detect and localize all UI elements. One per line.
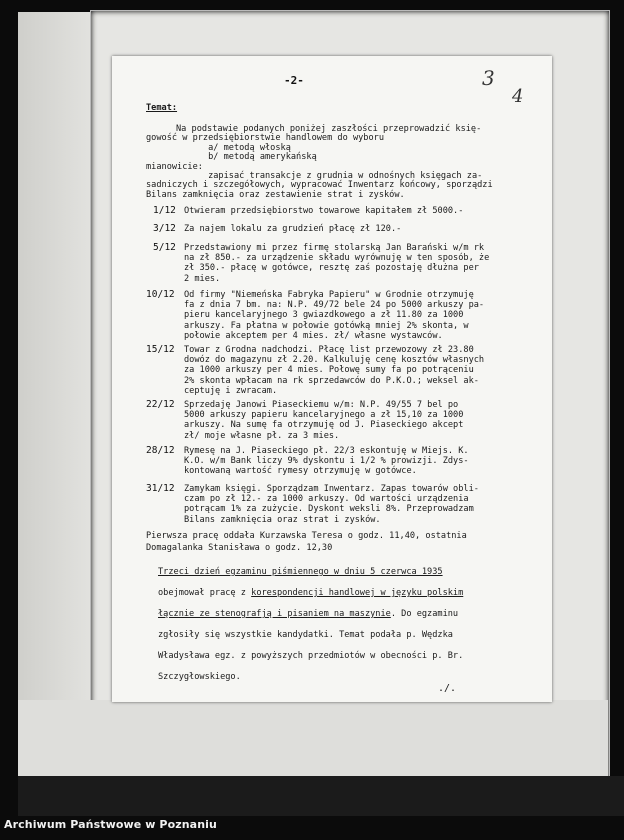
entry-date: 28/12: [146, 445, 175, 456]
entry-date: 3/12: [153, 223, 176, 234]
entry-date: 1/12: [153, 205, 176, 216]
entry-text: dowóz do magazynu zł 2.20. Kalkuluję cenę kosztów własnych: [184, 355, 485, 366]
entry-text: zł/ moje własne pł. za 3 mies.: [184, 430, 340, 441]
third-day-heading: Trzeci dzień egzaminu piśmiennego w dniu 5 czerwca 1935: [158, 567, 443, 577]
entry-text: fa z dnia 7 bm. na: N.P. 49/72 bele 24 po 5000 arkuszy pa-: [184, 300, 485, 311]
entry-text: arkuszy. Na sumę fa otrzymuję od J. Piaseckiego akcept: [184, 420, 464, 431]
intro-line: mianowicie:: [146, 161, 203, 172]
third-day-line-5: Władysława egz. z powyższych przedmiotów w obecności p. Br.: [158, 651, 464, 661]
intro-line: Na podstawie podanych poniżej zaszłości przeprowadzić księ-: [176, 124, 482, 134]
entry-text: pieru kancelaryjnego 3 gwiazdkowego a zł 11.80 za 1000: [184, 310, 464, 321]
entry-date: 5/12: [153, 242, 176, 253]
entry-text: 5000 arkuszy papieru kancelaryjnego a zł 15,10 za 1000: [184, 410, 464, 421]
entry-text: kontowaną wartość rymesy otrzymuję w gotówce.: [184, 466, 417, 477]
entry-text: ceptuję i zwracam.: [184, 385, 278, 396]
entry-text: Zamykam księgi. Sporządzam Inwentarz. Zapas towarów obli-: [184, 484, 479, 494]
bottom-paper-strip: [18, 700, 608, 776]
end-mark: ./.: [438, 683, 457, 694]
entry-text: Przedstawiony mi przez firmę stolarską Jan Barański w/m rk: [184, 243, 485, 253]
entry-text: 2 mies.: [184, 273, 221, 284]
entry-text: 2% skonta wpłacam na rk sprzedawców do P.K.O.; weksel ak-: [184, 375, 479, 386]
entry-text: Rymesę na J. Piaseckiego pł. 22/3 eskontuję w Miejs. K.: [184, 446, 469, 456]
entry-text: na zł 850.- za urządzenie składu wyrównuję w ten sposób, że: [184, 253, 490, 264]
entry-text: Sprzedaję Janowi Piaseckiemu w/m: N.P. 49/55 7 bel po: [184, 400, 459, 410]
entry-text: Otwieram przedsiębiorstwo towarowe kapitałem zł 5000.-: [184, 206, 464, 216]
handwritten-mark: 3: [482, 66, 495, 90]
entry-date: 15/12: [146, 344, 175, 355]
third-day-line-4: zgłosiły się wszystkie kandydatki. Temat podała p. Wędzka: [158, 630, 453, 640]
entry-text: zł 350.- płacę w gotówce, resztę zaś pozostaję dłużna per: [184, 263, 479, 274]
intro-line: gowość w przedsiębiorstwie handlowem do wyboru: [146, 133, 384, 144]
entry-text: potrącam 1% za zużycie. Dyskont weksli 8%. Przeprowadzam: [184, 504, 474, 515]
closing-line: Domagalanka Stanisława o godz. 12,30: [146, 543, 333, 553]
entry-text: za 1000 arkuszy per 4 mies. Połowę sumy fa po potrąceniu: [184, 365, 474, 376]
third-day-line-3: łącznie ze stenografją i pisaniem na maszynie. Do egzaminu: [158, 609, 459, 619]
entry-date: 22/12: [146, 399, 175, 410]
intro-line: zapisać transakcje z grudnia w odnośnych księgach za-: [146, 171, 483, 181]
entry-date: 10/12: [146, 289, 175, 300]
entry-text: arkuszy. Fa płatna w połowie gotówką mniej 2% skonta, w: [184, 320, 469, 331]
entry-date: 31/12: [146, 483, 175, 494]
scan-border: [18, 776, 624, 816]
intro-line: a/ metodą włoską: [146, 142, 291, 153]
closing-line: Pierwsza pracę oddała Kurzawska Teresa o godz. 11,40, ostatnia: [146, 531, 467, 541]
entry-text: Bilans zamknięcia oraz strat i zysków.: [184, 514, 381, 525]
entry-text: Towar z Grodna nadchodzi. Płacę list przewozowy zł 23.80: [184, 345, 474, 355]
archive-footer: Archiwum Państwowe w Poznaniu: [4, 818, 217, 831]
entry-text: K.O. w/m Bank liczy 9% dyskontu i 1/2 % prowizji. Zdys-: [184, 456, 469, 467]
page-number: -2-: [284, 74, 304, 87]
third-day-line-6: Szczygłowskiego.: [158, 672, 241, 682]
entry-text: Od firmy "Niemeńska Fabryka Papieru" w Grodnie otrzymuję: [184, 290, 474, 300]
entry-text: czam po zł 12.- za 1000 arkuszy. Od wartości urządzenia: [184, 494, 469, 505]
entry-text: połowie akceptem per 4 mies. zł/ własne wystawców.: [184, 330, 443, 341]
intro-line: b/ metodą amerykańską: [146, 152, 317, 163]
entry-text: Za najem lokalu za grudzień płacę zł 120.-: [184, 224, 402, 234]
intro-line: sadniczych i szczegółowych, wypracować Inwentarz końcowy, sporządzi: [146, 180, 493, 191]
temat-label: Temat:: [146, 103, 178, 113]
handwritten-number: 4: [512, 86, 524, 107]
intro-line: Bilans zamknięcia oraz zestawienie strat i zysków.: [146, 189, 405, 200]
third-day-line-2: obejmował pracę z korespondencji handlowej w języku polskim: [158, 588, 464, 598]
